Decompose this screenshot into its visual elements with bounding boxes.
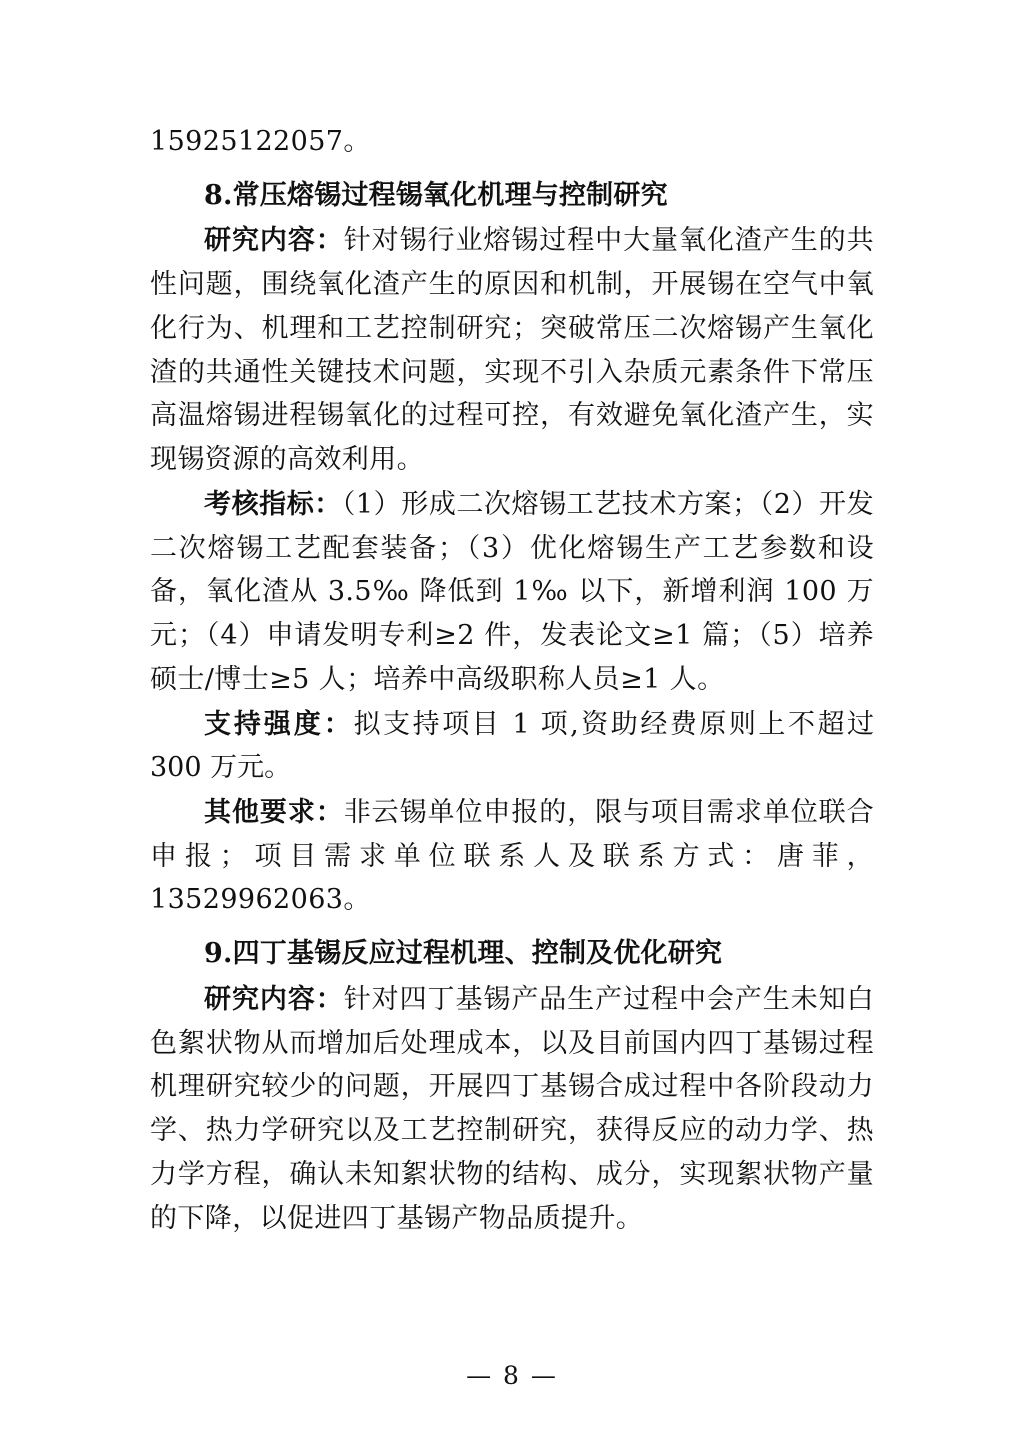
heading-section-9: 9.四丁基锡反应过程机理、控制及优化研究: [204, 938, 723, 970]
text-section-8-metrics: （1）形成二次熔锡工艺技术方案；（2）开发二次熔锡工艺配套装备；（3）优化熔锡生产工艺参数和设备，氧化渣从 3.5‰ 降低到 1‰ 以下，新增利润 100 万元；（4）申请发明专利≥2 件，发表论文≥1 篇；（5）培养硕士/博士≥5 人；培养中高级职称人员≥1 人。: [150, 488, 875, 695]
text-section-8-other: 非云锡单位申报的，限与项目需求单位联合申报；项目需求单位联系人及联系方式：唐菲，13529962063。: [150, 797, 874, 916]
label-other-requirements: 其他要求：: [204, 797, 344, 829]
paragraph-section-8-metrics: [150, 483, 874, 702]
label-support-level: 支持强度：: [204, 708, 354, 740]
document-body: [150, 120, 874, 1240]
text-section-8-content: 针对锡行业熔锡过程中大量氧化渣产生的共性问题，围绕氧化渣产生的原因和机制，开展锡在空气中氧化行为、机理和工艺控制研究；突破常压二次熔锡产生氧化渣的共通性关键技术问题，实现不引入杂质元素条件下常压高温熔锡进程锡氧化的过程可控，有效避免氧化渣产生，实现锡资源的高效利用。: [150, 225, 874, 476]
page-number: — 8 —: [466, 1361, 558, 1390]
paragraph-section-8-content: [150, 219, 874, 481]
paragraph-section-9-content: [150, 978, 874, 1240]
paragraph-phone-tail: 15925122057。: [150, 126, 371, 157]
heading-section-8: 8.常压熔锡过程锡氧化机理与控制研究: [204, 179, 668, 211]
paragraph-section-8-support: [150, 703, 874, 790]
label-research-content-9: 研究内容：: [204, 983, 344, 1015]
text-section-8-support: 拟支持项目 1 项,资助经费原则上不超过 300 万元。: [150, 708, 874, 784]
label-assessment-metrics: 考核指标：: [204, 488, 342, 520]
paragraph-section-8-other: [150, 791, 874, 922]
text-section-9-content: 针对四丁基锡产品生产过程中会产生未知白色絮状物从而增加后处理成本，以及目前国内四丁基锡过程机理研究较少的问题，开展四丁基锡合成过程中各阶段动力学、热力学研究以及工艺控制研究，获得反应的动力学、热力学方程，确认未知絮状物的结构、成分，实现絮状物产量的下降，以促进四丁基锡产物品质提升。: [150, 983, 874, 1234]
label-research-content: 研究内容：: [204, 225, 344, 257]
